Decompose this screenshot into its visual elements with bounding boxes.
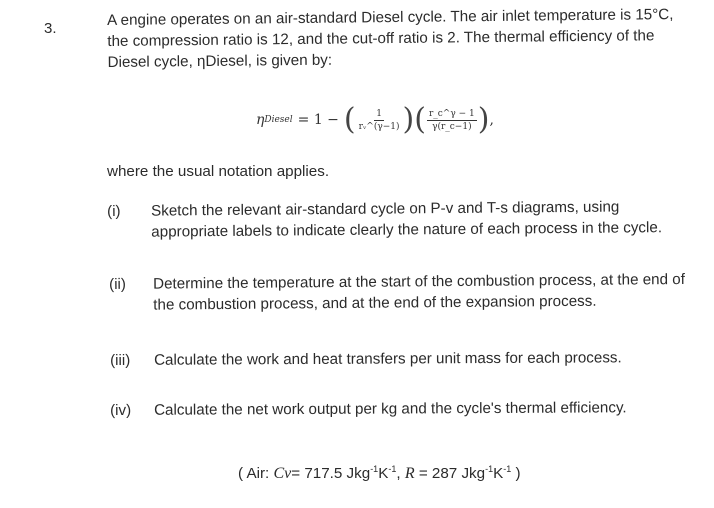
right-paren: ) xyxy=(477,102,490,137)
constants-separator: , xyxy=(396,465,405,483)
part-ii xyxy=(109,269,694,314)
part-text: Calculate the net work output per kg and the cycle's thermal efficiency. xyxy=(154,399,627,419)
constants-prefix: ( Air: xyxy=(238,465,274,483)
r-exp1: -1 xyxy=(485,464,494,474)
constants-suffix: ) xyxy=(511,465,521,483)
part-i xyxy=(107,196,697,241)
formula-equals: = 1 − xyxy=(297,112,339,128)
part-text: Determine the temperature at the start of the combustion process, at the end of the combustion process, and at the end of the expansion process. xyxy=(153,270,686,314)
right-paren: ) xyxy=(402,102,415,137)
notation-note: where the usual notation applies. xyxy=(107,163,330,180)
part-iii xyxy=(110,347,690,369)
cv-unit-k: K xyxy=(378,465,389,483)
fraction-one-numerator: 1 xyxy=(376,108,382,119)
question-intro: A engine operates on an air-standard Diesel cycle. The air inlet temperature is 15°C, the compression ratio is 12, and the cut-off ratio is 2. The thermal efficiency of the Diesel cycle, ηDiesel, is given by: xyxy=(107,6,674,71)
part-label: (iv) xyxy=(110,401,132,419)
part-label: (iii) xyxy=(110,351,131,369)
cv-exp1: -1 xyxy=(370,464,379,474)
cv-exp2: -1 xyxy=(388,464,397,474)
formula-eta-subscript: Diesel xyxy=(264,115,293,125)
cv-value: = 717.5 Jkg xyxy=(291,465,371,483)
part-text: Calculate the work and heat transfers per unit mass for each process. xyxy=(154,349,622,369)
left-paren: ( xyxy=(414,102,426,137)
part-label: (i) xyxy=(107,202,121,220)
r-symbol: R xyxy=(404,465,415,483)
efficiency-formula xyxy=(256,98,494,142)
cv-symbol: Cv xyxy=(273,465,292,483)
fraction-two-numerator: r_c^γ − 1 xyxy=(428,108,475,119)
part-text: Sketch the relevant air-standard cycle on P-v and T-s diagrams, using appropriate labels to indicate clearly the nature of each process in the cycle. xyxy=(151,198,663,241)
fraction-one-denominator: rᵥ^(γ−1) xyxy=(358,121,400,132)
air-constants xyxy=(238,464,521,483)
r-exp2: -1 xyxy=(503,464,512,474)
formula-comma: , xyxy=(489,112,494,128)
fraction-one xyxy=(357,109,402,132)
formula-eta: η xyxy=(256,112,265,128)
part-label: (ii) xyxy=(109,275,127,293)
left-paren: ( xyxy=(343,102,356,137)
r-unit-k: K xyxy=(493,465,504,483)
part-iv xyxy=(110,397,690,419)
r-value: = 287 Jkg xyxy=(414,465,486,483)
fraction-two xyxy=(427,109,477,132)
fraction-two-denominator: γ(r_c−1) xyxy=(432,121,472,132)
question-number: 3. xyxy=(44,20,57,37)
